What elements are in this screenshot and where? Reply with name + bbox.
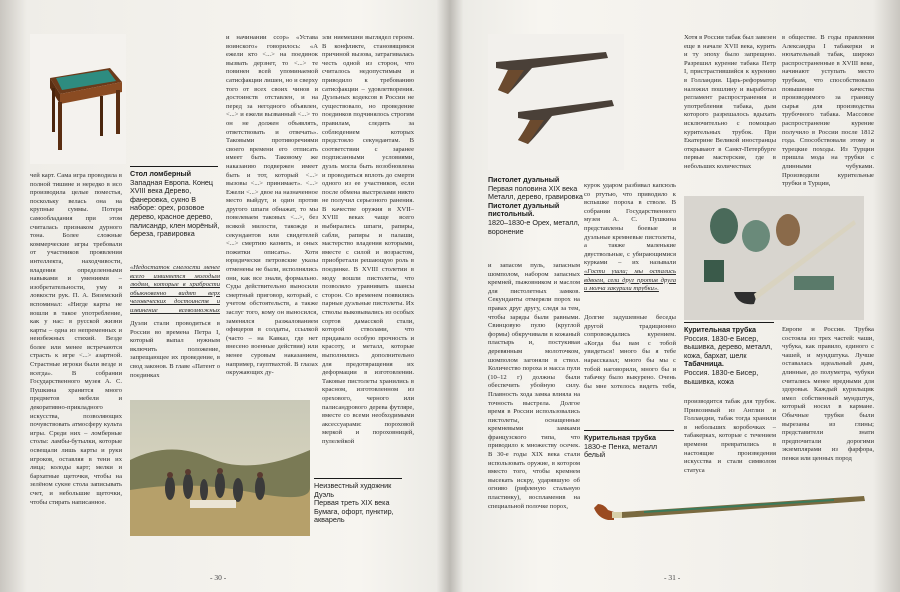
caption-text: 1830-е Пенка, металл белый [584,441,658,460]
left-col3-text: и начинании ссор» «Устава воинского» говорилось: «А ежели кто <...> на поединок вызвать дерзнет, то <...> те повинен всей упоминаемой сатисфакции лишен, но и сверху того от всех своих чинов и достоинств отставлен, и на перед за негодного объявлен, <...> и ежели вызванный <...> то он не должен объявлять, ответствовать и отвечать». Таковыми противоречиями своего времени его отписать имеет быть. Таковому же наказанию подвержен имеет быть и тот, который <...> вызовы <...> принимает». <...> Ежели <...> двое на назначенное место выйдут, и один против другого шпаги обнажат, то мы повелеваем таковых <...>, без всякой милости, такожде и секундантов или свидетелей <...> смертию казнить, и оных пожитки описать». Хотя юридически петровские указы отменены не были, исполнялись они, как все знали, формально. Суды действительно выносили смертный приговор, который, с учетом обстоятельств, а также заслуг того, кому он выносился, заменялся разжалованием офицеров в солдаты, ссылкой (часто – на Кавказ, где нет внесено военные действия) или менее суровым наказанием, например, гауптвахтой. В глазах окружающих ду- [226,34,318,377]
right-col3-text-bottom: производится табак для трубок. Привозимый из Англии и Голландии, табак тогда хранили в небольших коробочках – табакерках, которые с течением времени превратились в настоящие произведения искусства и стали символом статуса [684,398,776,474]
right-col3-text-top: Хотя в России табак был завезен еще в начале XVII века, курить и ту эпоху было запрещено. Разрешил курение табака Петр I, пристрастившийся к курению в Голландии. Царь-реформатор наложил пошлину и выработал регламент распространения и употребления табака, дым которого разрешалось вдыхать исключительно с помощью курительных трубок. При Екатерине Великой иностранцы открывают в Санкт-Петербурге первые мастерские, где в небольших количествах [684,34,776,170]
pistols-caption [488,176,586,256]
caption-text: Западная Европа. Конец XVIII века Дерево, фанеровка, сукно В наборе: орех, розовое дерево, красное дерево, палисандр, клен морёный, береза, гравировка [130,177,220,239]
long-pipe-image [584,484,868,538]
caption-rule [130,166,218,167]
caption-text: Россия. 1830-е Бисер, вышивка, дерево, металл, кожа, бархат, шелк [684,333,773,360]
pipes-tobacco-image [684,196,864,320]
left-col1-text: чей карт. Сама игра проводила в полной тишине и нередко в исо производила целые поместья, поскольку велась она на крупные суммы. Потеря самообладания при этом считалась признаком дурного тона. Более сложные коммерческие игры требовали от участников проявления интеллекта, находчивости, владения определенными навыками и умениями – изобретательности, уму и ловкости рук. П. А. Вяземский вспоминал: «Нигде карты не вошли в такое употребление, как у нас: в русской жизни карты – одна из непременных и неизбежных стихий. Везде более или менее встречаются страсть к игре <...> азартной. Страстные игроки были везде и всегда». В собрании Государственного музея А. С. Пушкина хранится много предметов мебели и декоративно-прикладного искусства, позволяющих почувствовать атмосферу культа игры. Среди них – ломберные столы: ламбы-бутылки, которые освещали лишь карты и руки игроков, оставляя в тени их лица; колоды карт; мелки и бархатные щеточки, чтобы на зелёном сукне стола записывать счет, и небольшие щеточки, чтобы стирать написанное. [30,172,122,506]
right-col2-text-top: курок ударом разбивал капсюль со ртутью, что приводило к вспышке пороха в стволе. В собрании Государственного музея А. С. Пушкина представлены боевые и дуэльные кремневые пистолеты, а также маленькие двуствольные, с убирающимися курками – их называли [584,182,676,266]
caption-text: Первая треть XIX века Бумага, офорт, пунктир, акварель [314,498,394,525]
caption-title: Курительная трубка [584,434,656,442]
caption-rule [684,322,774,323]
right-page [450,0,900,592]
pushkin-quote: «Недостаток смелости менее всего извиняется молодым людям, которые в храбрости обыкновенно видят верх человеческих достоинств и извинение всевозможных [130,264,220,314]
caption-title: Стол ломберный [130,170,192,178]
right-col4-text-top: в обществе. В годы правления Александра I табакерки и нюхательный табак, широко распространенные в XVIII веке, начинают уступать место трубкам, что способствовало повышение качества производимого за границу сырья для производства трубочного табака. Массовое распространение курение получило в России после 1812 года. Способствовали этому и турецкие походы. Из Турции пришла мода на трубки с длинными чубуками. Производили курительные трубки в Турции, [782,34,874,188]
pushkin-quote: «Гости ушли; мы остались вдвоем, сели друг против друга и молча закурили трубки». [584,268,676,293]
dueling-pistols-image [488,34,624,170]
pipe-caption [584,434,676,474]
left-col2-text: Дуэли стали проводиться в России во времена Петра I, который выпал нужным включить положение, запрещающее их проведение, в свод законов. В главе «Патент о поединках [130,320,220,379]
duel-caption [314,482,406,538]
right-col4-text-bottom: Европе и России. Трубка состояла из трех частей: чаши, чубука, как правило, единого с чашей, и мундштука. Лучше оставалась идеальный дым, длинные, до полуметра, чубуки считались менее вредными для здоровья. Каждый курильщик имел собственный мундштук, который носил в кармане. Обычные трубки были вырезаны из глины; представители знати предпочитали дорогими экземплярами из фарфора, пенки или ценных пород [782,326,874,462]
caption-title: Пистолет дуэльный [488,176,560,184]
page-number: - 31 - [664,573,681,582]
card-table-caption [130,170,220,250]
caption-title-2: Пистолет дуэльный пистольный. [488,200,560,219]
caption-text-2: Россия. 1830-е Бисер, вышивка, кожа [684,367,759,386]
card-table-image [30,34,126,164]
right-col2-text-mid: Долгие задушевные беседы другой традиционно сопровождались курением. «Когда бы вам с тобой увидеться! много бы я тебе нарассказал; много бы мы с тобой наговорили, много бы и табачку было выкурено. Очень бы мне хотелось видеть тебя, [584,314,676,390]
caption-title-2: Табачница. [684,359,724,369]
pipe-tobacco-caption [684,326,788,386]
page-number: - 30 - [210,573,227,582]
caption-rule [314,478,402,479]
right-col1-text: и запасом пуль, запасным шомполом, набором запасных кремней, пыжовником и маслом для пистолетных замков. Секунданты отмеряли порох на правах друг другу, следя за тем, чтобы заряды были равными. Свинцовую пулю (круглой формы) обкручивали в кожаный пластырь и, постукивая деревянным молоточком, шомполом загоняли в ствол. Количество пороха и масса пули (10–12 г) должны были обеспечить убойную силу. Плавность хода замка влияла на точность выстрела. Долгое время в России использовались пистолеты, оснащенные кремневыми замками французского типа, что приводило к множеству осечек. В 30-е годы XIX века стали использовать оружие, в котором вместо того, чтобы кремнем высекать искру, ударявшую об огниво (рифленую стальную пластинку), воспламенив на специальной полочке порох, [488,262,580,510]
caption-title: Курительная трубка [684,326,756,334]
caption-text-2: 1820–1830-е Орех, металл, воронение [488,217,580,236]
duel-painting-image [130,400,310,536]
caption-rule [584,430,674,431]
caption-text: Первая половина XIX века Металл, дерево, гравировка [488,183,583,202]
left-col4-text: эли ниемешни выглядел героем. В конфликте, становящимся причиной вызова, затрагивалась честь одной из сторон, что считалось недопустимым и приводило к требованию сатисфакции – удовлетворения. Дуэльных кодексов в России не существовало, но проведение поединков подчинялось строгим правилам, следить за соблюдением которых предстояло секундантам. В соответствии с заранее подписанными условиями, дуэль могла быть возобновлена и проводиться вплоть до смерти одного из ее участников, если после обмена выстрелами никто не получил серьезного ранения. В качестве оружия в XVII–XVIII веках чаще всего выбирались шпаги, рапиры, сабли, рапиры и палаши, мастерство владения которыми, вместе с силой и возрастом, приобретали решающую роль в поединке. В XVIII столетии в моду вошли пистолеты, что позволяло уравнивать шансы сторон. Со временем появились парные дуэльные пистолеты. Их стволы выковывались из особых сортов дамасской стали, которой стволами, что придавало особую прочность и красоту, и металл, которые выполнялись дополнительно для предотвращения их деформации в изготовлении. Таковые пистолеты хранились в красном, изготовленном из орехового, черного или палисандрового дерева футляре, вместе со всеми необходимыми аксессуарами: пороховой меркой и пороховницей, пулелейкой [322,34,414,445]
caption-title: Неизвестный художник Дуэль [314,482,392,499]
